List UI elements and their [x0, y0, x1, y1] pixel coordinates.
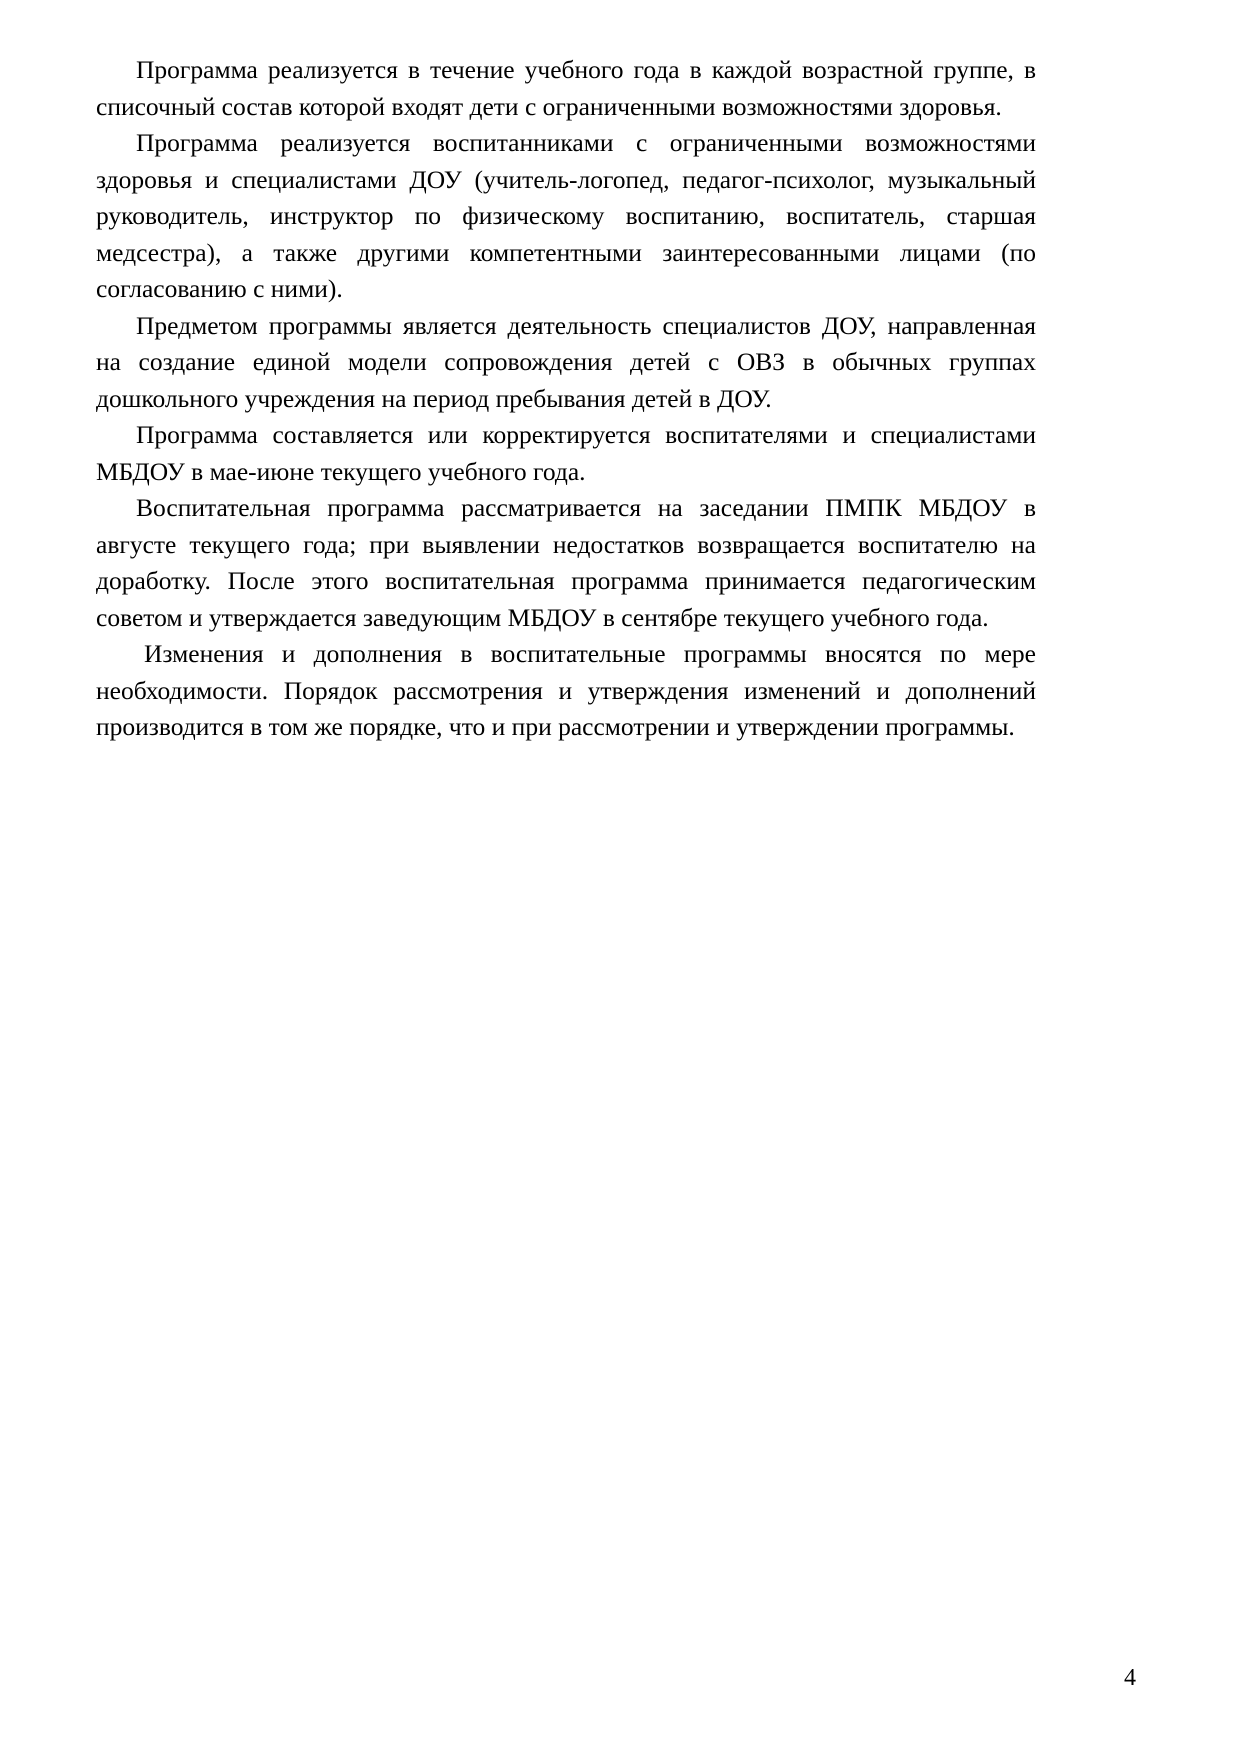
paragraph: Предметом программы является деятельность специалистов ДОУ, направленная на создание единой модели сопровождения детей с ОВЗ в обычных группах дошкольного учреждения на период пребывания детей в ДОУ. — [96, 310, 1036, 413]
page-number: 4 — [1124, 1665, 1136, 1691]
document-body — [96, 52, 1036, 746]
paragraph: Изменения и дополнения в воспитательные программы вносятся по мере необходимости. Порядок рассмотрения и утверждения изменений и дополнений производится в том же порядке, что и при рассмотрении и утверждении программы. — [96, 639, 1036, 741]
paragraph: Программа реализуется воспитанниками с ограниченными возможностями здоровья и специалистами ДОУ (учитель-логопед, педагог-психолог, музыкальный руководитель, инструктор по физическому воспитанию, воспитатель, старшая медсестра), а также другими компетентными заинтересованными лицами (по согласованию с ними). — [96, 128, 1036, 303]
paragraph: Воспитательная программа рассматривается на заседании ПМПК МБДОУ в августе текущего года; при выявлении недостатков возвращается воспитателю на доработку. После этого воспитательная программа принимается педагогическим советом и утверждается заведующим МБДОУ в сентябре текущего учебного года. — [96, 493, 1036, 632]
paragraph: Программа составляется или корректируется воспитателями и специалистами МБДОУ в мае-июне текущего учебного года. — [96, 420, 1036, 486]
paragraph: Программа реализуется в течение учебного года в каждой возрастной группе, в списочный состав которой входят дети с ограниченными возможностями здоровья. — [96, 55, 1036, 121]
